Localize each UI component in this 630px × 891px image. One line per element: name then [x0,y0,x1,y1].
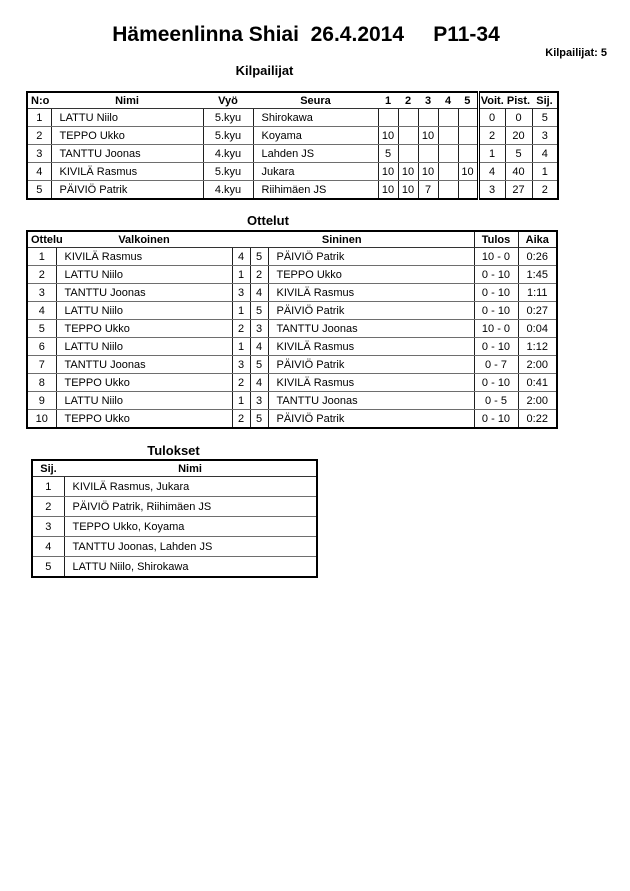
cell-score-1: 5 [378,145,398,163]
cell-blue-name: TANTTU Joonas [268,392,474,410]
col-header-seura: Seura [253,92,378,109]
cell-white-number: 1 [232,338,250,356]
cell-match-number: 7 [27,356,56,374]
cell-match-number: 9 [27,392,56,410]
competitors-count-label: Kilpailijat: 5 [545,47,607,59]
cell-competitor-number: 3 [27,145,51,163]
cell-belt: 4.kyu [203,145,253,163]
cell-competitor-number: 1 [27,109,51,127]
table-header-row [27,231,557,248]
cell-time: 0:41 [518,374,557,392]
cell-white-name: TEPPO Ukko [56,410,232,429]
cell-white-name: LATTU Niilo [56,338,232,356]
cell-blue-number: 3 [250,392,268,410]
cell-rank: 4 [32,537,64,557]
cell-belt: 5.kyu [203,109,253,127]
col-header-white-number [232,231,250,248]
cell-white-number: 1 [232,266,250,284]
table-row [27,338,557,356]
cell-white-number: 2 [232,320,250,338]
tulokset-section-heading: Tulokset [147,443,200,458]
cell-white-number: 3 [232,284,250,302]
cell-match-number: 3 [27,284,56,302]
col-header-valkoinen: Valkoinen [56,231,232,248]
table-row [27,356,557,374]
cell-score-2 [398,109,418,127]
cell-score-5: 10 [458,163,478,181]
cell-blue-name: TEPPO Ukko [268,266,474,284]
cell-blue-number: 4 [250,374,268,392]
cell-white-name: TANTTU Joonas [56,284,232,302]
cell-result: 0 - 10 [474,338,518,356]
cell-white-number: 1 [232,302,250,320]
cell-name: TANTTU Joonas, Lahden JS [64,537,317,557]
col-header-round-4: 4 [438,92,458,109]
cell-result: 0 - 10 [474,266,518,284]
cell-name: KIVILÄ Rasmus [51,163,203,181]
table-row [32,477,317,497]
cell-result: 0 - 10 [474,284,518,302]
table-row [27,109,558,127]
cell-score-3 [418,109,438,127]
cell-club: Koyama [253,127,378,145]
cell-name: KIVILÄ Rasmus, Jukara [64,477,317,497]
col-header-no: N:o [27,92,51,109]
cell-white-name: LATTU Niilo [56,392,232,410]
cell-rank: 5 [32,557,64,578]
cell-white-number: 2 [232,374,250,392]
cell-time: 1:11 [518,284,557,302]
cell-match-number: 10 [27,410,56,429]
cell-score-1 [378,109,398,127]
cell-time: 0:26 [518,248,557,266]
cell-score-2: 10 [398,181,418,200]
cell-points: 20 [505,127,532,145]
cell-white-name: LATTU Niilo [56,266,232,284]
cell-club: Jukara [253,163,378,181]
cell-result: 0 - 10 [474,374,518,392]
cell-score-3: 10 [418,163,438,181]
cell-score-5 [458,181,478,200]
cell-white-name: TEPPO Ukko [56,320,232,338]
col-header-round-5: 5 [458,92,478,109]
cell-time: 2:00 [518,392,557,410]
cell-score-1: 10 [378,163,398,181]
col-header-nimi: Nimi [51,92,203,109]
table-header-row [32,460,317,477]
cell-score-5 [458,145,478,163]
cell-points: 40 [505,163,532,181]
cell-score-4 [438,163,458,181]
cell-name: PÄIVIÖ Patrik [51,181,203,200]
page-title: Hämeenlinna Shiai 26.4.2014 P11-34 [112,23,500,46]
cell-name: PÄIVIÖ Patrik, Riihimäen JS [64,497,317,517]
cell-blue-number: 5 [250,302,268,320]
cell-rank: 1 [532,163,558,181]
cell-rank: 3 [32,517,64,537]
cell-blue-name: PÄIVIÖ Patrik [268,410,474,429]
cell-score-1: 10 [378,127,398,145]
table-row [27,320,557,338]
cell-match-number: 8 [27,374,56,392]
cell-blue-name: KIVILÄ Rasmus [268,338,474,356]
cell-rank: 1 [32,477,64,497]
table-row [27,181,558,200]
cell-belt: 4.kyu [203,181,253,200]
tulokset-table [31,459,318,578]
cell-result: 0 - 5 [474,392,518,410]
cell-score-5 [458,127,478,145]
cell-blue-name: KIVILÄ Rasmus [268,284,474,302]
cell-competitor-number: 5 [27,181,51,200]
cell-blue-number: 4 [250,284,268,302]
cell-time: 0:04 [518,320,557,338]
table-row [27,248,557,266]
cell-score-2: 10 [398,163,418,181]
col-header-tulos: Tulos [474,231,518,248]
col-header-round-3: 3 [418,92,438,109]
cell-score-3 [418,145,438,163]
table-row [27,127,558,145]
col-header-ottelu: Ottelu [27,231,56,248]
cell-name: TEPPO Ukko, Koyama [64,517,317,537]
table-row [27,392,557,410]
cell-wins: 3 [478,181,505,200]
table-row [27,145,558,163]
cell-blue-number: 2 [250,266,268,284]
cell-score-4 [438,145,458,163]
cell-match-number: 1 [27,248,56,266]
cell-wins: 1 [478,145,505,163]
cell-result: 10 - 0 [474,320,518,338]
cell-white-number: 3 [232,356,250,374]
table-row [27,374,557,392]
cell-time: 1:45 [518,266,557,284]
cell-blue-number: 3 [250,320,268,338]
cell-blue-number: 4 [250,338,268,356]
ottelut-section-heading: Ottelut [247,213,289,228]
cell-time: 0:27 [518,302,557,320]
table-row [27,266,557,284]
cell-result: 10 - 0 [474,248,518,266]
col-header-pist: Pist. [505,92,532,109]
cell-match-number: 6 [27,338,56,356]
cell-belt: 5.kyu [203,127,253,145]
cell-match-number: 5 [27,320,56,338]
cell-white-name: LATTU Niilo [56,302,232,320]
cell-wins: 2 [478,127,505,145]
cell-points: 0 [505,109,532,127]
cell-blue-name: PÄIVIÖ Patrik [268,356,474,374]
cell-blue-number: 5 [250,410,268,429]
table-row [27,163,558,181]
kilpailijat-section-heading: Kilpailijat [235,63,294,78]
cell-club: Lahden JS [253,145,378,163]
cell-name: LATTU Niilo, Shirokawa [64,557,317,578]
cell-score-3: 7 [418,181,438,200]
cell-rank: 5 [532,109,558,127]
table-row [32,497,317,517]
table-row [27,410,557,429]
cell-time: 2:00 [518,356,557,374]
cell-blue-number: 5 [250,248,268,266]
cell-blue-name: KIVILÄ Rasmus [268,374,474,392]
cell-score-2 [398,145,418,163]
cell-rank: 3 [532,127,558,145]
cell-rank: 2 [32,497,64,517]
col-header-round-1: 1 [378,92,398,109]
cell-result: 0 - 10 [474,410,518,429]
cell-belt: 5.kyu [203,163,253,181]
cell-points: 27 [505,181,532,200]
cell-wins: 4 [478,163,505,181]
cell-score-3: 10 [418,127,438,145]
cell-blue-name: PÄIVIÖ Patrik [268,302,474,320]
cell-score-5 [458,109,478,127]
cell-blue-name: PÄIVIÖ Patrik [268,248,474,266]
cell-blue-number: 5 [250,356,268,374]
table-header-row [27,92,558,109]
cell-competitor-number: 4 [27,163,51,181]
cell-competitor-number: 2 [27,127,51,145]
col-header-voit: Voit. [478,92,505,109]
cell-white-name: TEPPO Ukko [56,374,232,392]
kilpailijat-table [26,91,559,200]
cell-result: 0 - 10 [474,302,518,320]
col-header-blue-number [250,231,268,248]
table-row [32,537,317,557]
cell-match-number: 2 [27,266,56,284]
cell-score-2 [398,127,418,145]
cell-points: 5 [505,145,532,163]
cell-blue-name: TANTTU Joonas [268,320,474,338]
table-row [32,517,317,537]
col-header-nimi: Nimi [64,460,317,477]
col-header-sij: Sij. [532,92,558,109]
cell-time: 0:22 [518,410,557,429]
cell-score-4 [438,181,458,200]
cell-time: 1:12 [518,338,557,356]
cell-rank: 2 [532,181,558,200]
cell-result: 0 - 7 [474,356,518,374]
cell-rank: 4 [532,145,558,163]
cell-club: Riihimäen JS [253,181,378,200]
col-header-sij: Sij. [32,460,64,477]
cell-name: LATTU Niilo [51,109,203,127]
cell-club: Shirokawa [253,109,378,127]
cell-white-number: 2 [232,410,250,429]
cell-match-number: 4 [27,302,56,320]
cell-white-name: KIVILÄ Rasmus [56,248,232,266]
cell-score-1: 10 [378,181,398,200]
cell-name: TANTTU Joonas [51,145,203,163]
cell-white-name: TANTTU Joonas [56,356,232,374]
ottelut-table [26,230,558,429]
cell-score-4 [438,109,458,127]
cell-name: TEPPO Ukko [51,127,203,145]
col-header-aika: Aika [518,231,557,248]
cell-score-4 [438,127,458,145]
cell-white-number: 1 [232,392,250,410]
cell-wins: 0 [478,109,505,127]
col-header-vyo: Vyö [203,92,253,109]
table-row [27,302,557,320]
col-header-sininen: Sininen [268,231,474,248]
cell-white-number: 4 [232,248,250,266]
col-header-round-2: 2 [398,92,418,109]
table-row [27,284,557,302]
table-row [32,557,317,578]
